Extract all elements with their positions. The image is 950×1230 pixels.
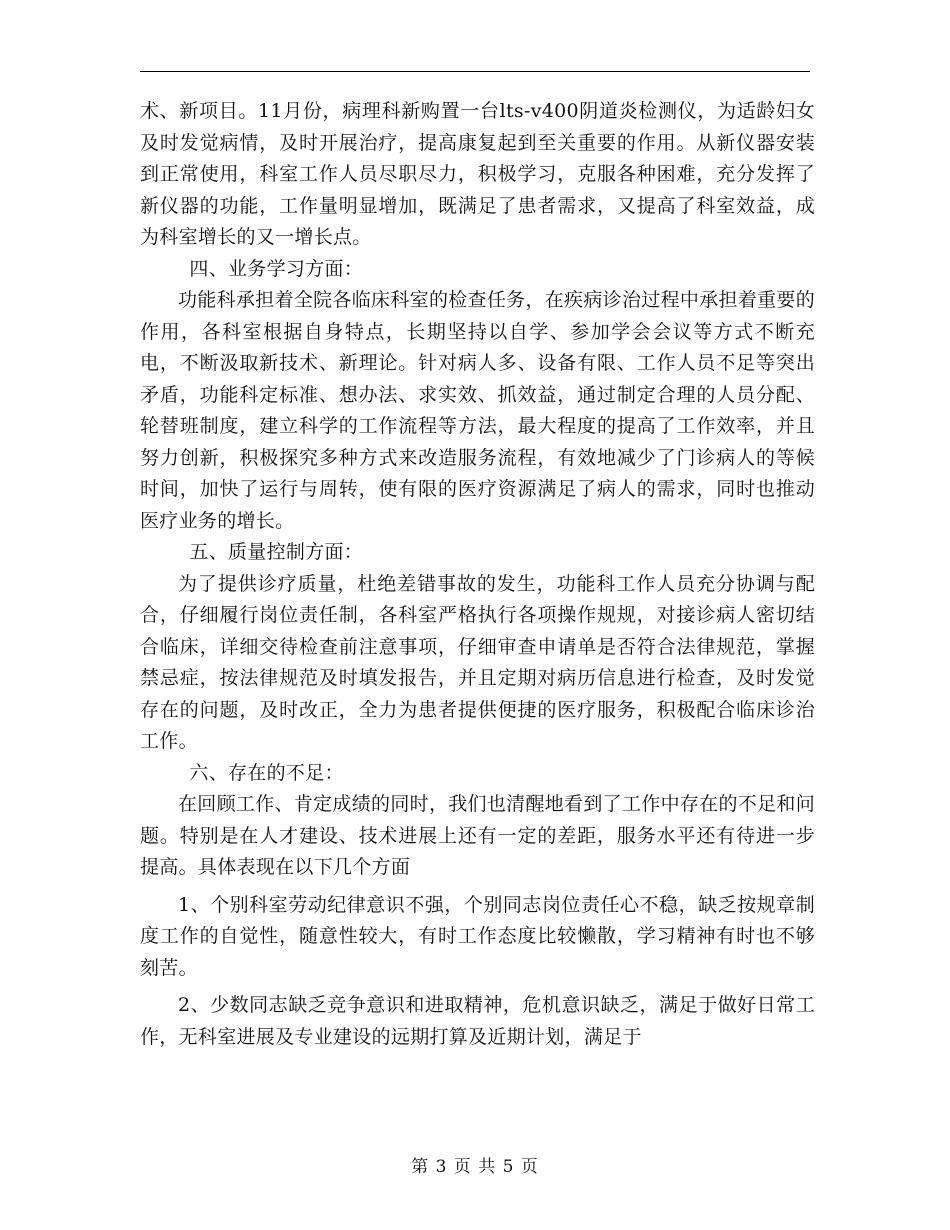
section-heading-shortcomings: 六、存在的不足： <box>189 761 344 784</box>
paragraph-continuation: 术、新项目。11月份，病理科新购置一台lts-v400阴道炎检测仪，为适龄妇女及时发觉病情，及时开展治疗，提高康复起到至关重要的作用。从新仪器安装到正常使用，科室工作人员尽职尽力，积极学习，克服各种困难，充分发挥了新仪器的功能，工作量明显增加，既满足了患者需求，又提高了科室效益，成为科室增长的又一增长点。 <box>140 100 815 248</box>
paragraph-quality: 为了提供诊疗质量，杜绝差错事故的发生，功能科工作人员充分协调与配合，仔细履行岗位责任制，各科室严格执行各项操作规规，对接诊病人密切结合临床，详细交待检查前注意事项，仔细审查申请单是否符合法律规范，掌握禁忌症，按法律规范及时填发报告，并且定期对病历信息进行检查，及时发觉存在的问题，及时改正，全力为患者提供便捷的医疗服务，积极配合临床诊治工作。 <box>140 572 815 752</box>
list-item-1: 1、个别科室劳动纪律意识不强，个别同志岗位责任心不稳，缺乏按规章制度工作的自觉性，随意性较大，有时工作态度比较懒散，学习精神有时也不够刻苦。 <box>140 893 815 979</box>
page-number: 第 3 页 共 5 页 <box>411 1157 539 1177</box>
paragraph-shortcomings: 在回顾工作、肯定成绩的同时，我们也清醒地看到了工作中存在的不足和问题。特别是在人才建设、技术进展上还有一定的差距，服务水平还有待进一步提高。具体表现在以下几个方面 <box>140 793 815 878</box>
section-heading-study: 四、业务学习方面： <box>189 257 364 280</box>
section-heading-quality: 五、质量控制方面： <box>189 541 364 563</box>
header-rule <box>140 71 810 72</box>
list-item-2: 2、少数同志缺乏竞争意识和进取精神，危机意识缺乏，满足于做好日常工作，无科室进展及专业建设的远期打算及近期计划，满足于 <box>140 994 815 1048</box>
document-body <box>140 96 815 1053</box>
paragraph-study: 功能科承担着全院各临床科室的检查任务，在疾病诊治过程中承担着重要的作用，各科室根据自身特点，长期坚持以自学、参加学会会议等方式不断充电，不断汲取新技术、新理论。针对病人多、设备有限、工作人员不足等突出矛盾，功能科定标准、想办法、求实效、抓效益，通过制定合理的人员分配、轮替班制度，建立科学的工作流程等方法，最大程度的提高了工作效率，并且努力创新，积极探究多种方式来改造服务流程，有效地减少了门诊病人的等候时间，加快了运行与周转，使有限的医疗资源满足了病人的需求，同时也推动医疗业务的增长。 <box>140 289 815 532</box>
